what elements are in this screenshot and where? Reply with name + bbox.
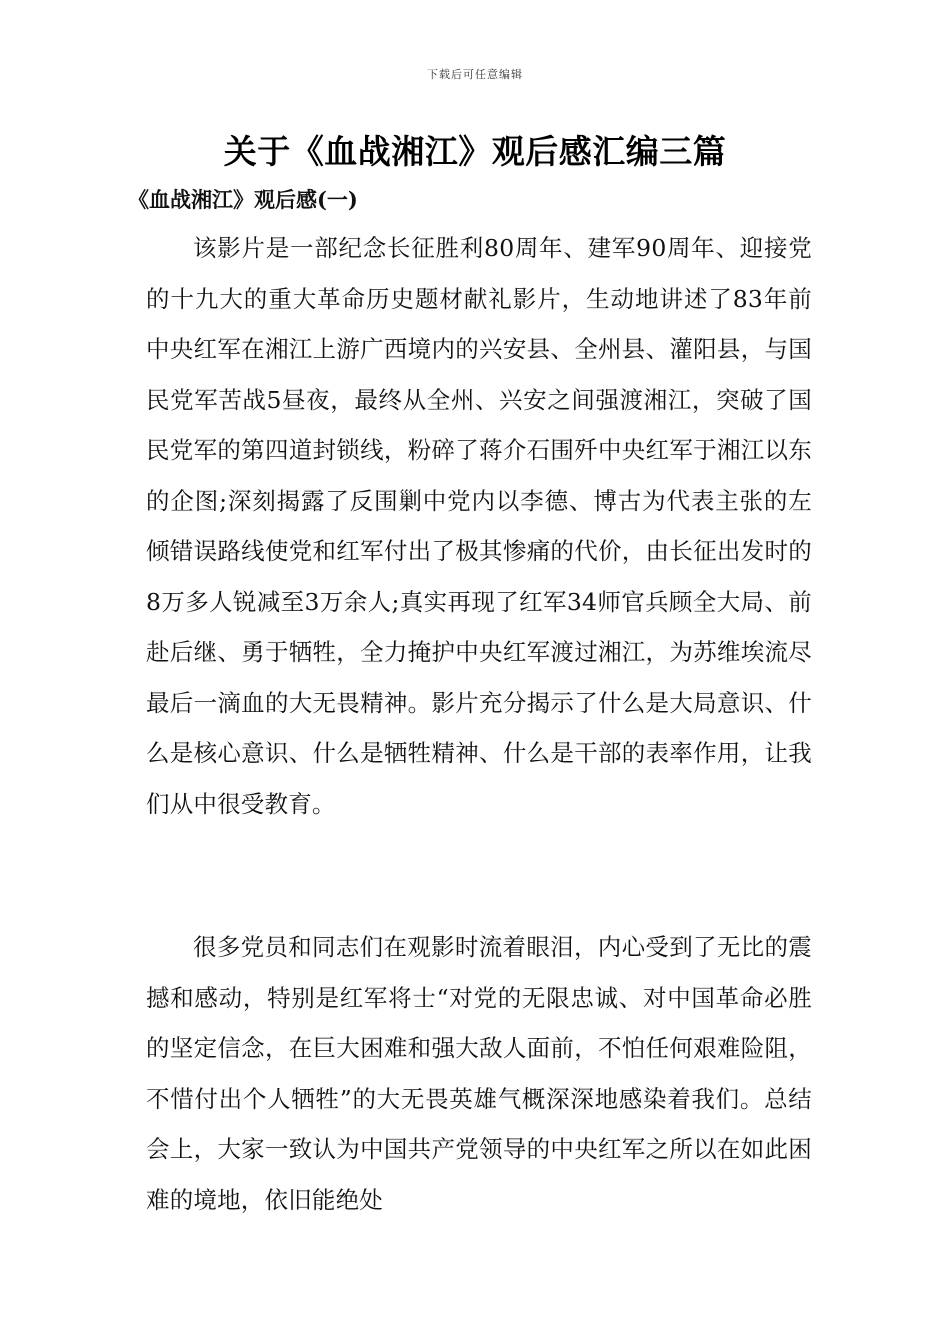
header-note: 下载后可任意编辑: [427, 68, 523, 81]
paragraph-1: 该影片是一部纪念长征胜利80周年、建军90周年、迎接党的十九大的重大革命历史题材献礼影片，生动地讲述了83年前中央红军在湘江上游广西境内的兴安县、全州县、灌阳县，与国民党军苦战5昼夜，最终从全州、兴安之间强渡湘江，突破了国民党军的第四道封锁线，粉碎了蒋介石围歼中央红军于湘江以东的企图;深刻揭露了反围剿中党内以李德、博古为代表主张的左倾错误路线使党和红军付出了极其惨痛的代价，由长征出发时的8万多人锐减至3万余人;真实再现了红军34师官兵顾全大局、前赴后继、勇于牺牲，全力掩护中央红军渡过湘江，为苏维埃流尽最后一滴血的大无畏精神。影片充分揭示了什么是大局意识、什么是核心意识、什么是牺牲精神、什么是干部的表率作用，让我们从中很受教育。: [146, 234, 812, 818]
section-heading: 《血战湘江》观后感(一): [128, 187, 358, 212]
paragraph-2: 很多党员和同志们在观影时流着眼泪，内心受到了无比的震撼和感动，特别是红军将士“对党的无限忠诚、对中国革命必胜的坚定信念，在巨大困难和强大敌人面前，不怕任何艰难险阻，不惜付出个人牺牲”的大无畏英雄气概深深地感染着我们。总结会上，大家一致认为中国共产党领导的中央红军之所以在如此困难的境地，依旧能绝处: [146, 933, 812, 1214]
document-title: 关于《血战湘江》观后感汇编三篇: [223, 132, 727, 171]
